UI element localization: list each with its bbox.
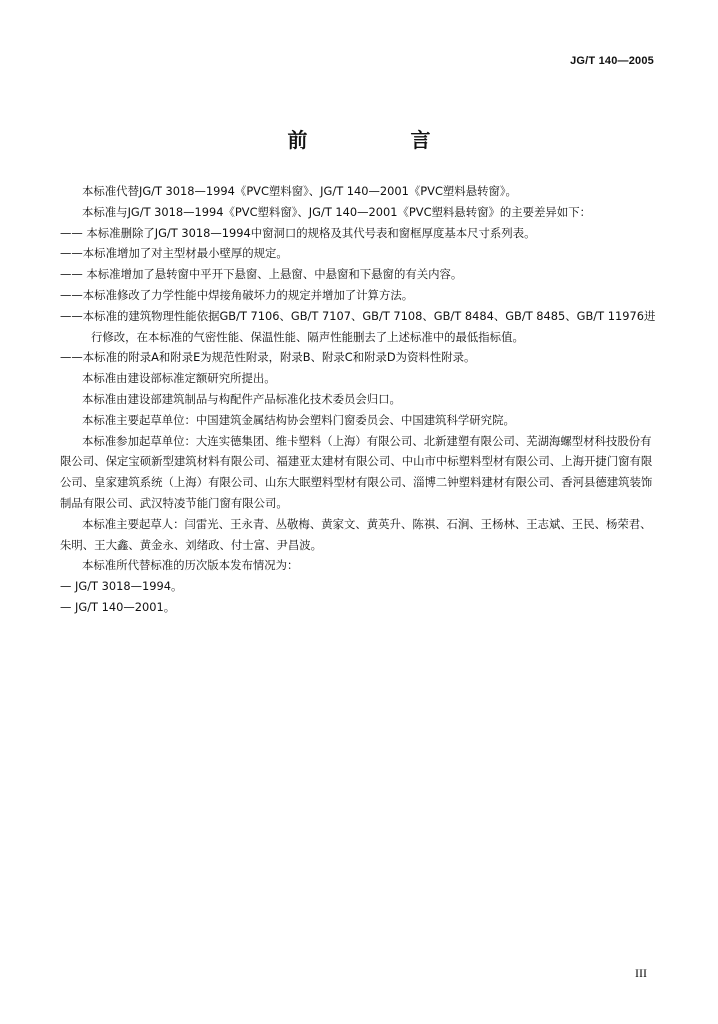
paragraph-proposed-by: 本标准由建设部标准定额研究所提出。: [82, 371, 276, 386]
page-title: 前 言: [287, 128, 479, 152]
paragraph-main-drafters: 本标准主要起草人：闫雷光、王永青、丛敬梅、黄家文、黄英升、陈祺、石涧、王杨林、王志斌、王民、杨荣君、朱明、王大鑫、黄金永、刘绪政、付士富、尹昌波。: [60, 516, 652, 552]
paragraph-replaces: 本标准代替JG/T 3018—1994《PVC塑料窗》、JG/T 140—2001《PVC塑料悬转窗》。: [82, 184, 517, 198]
list-item-appendices: ——本标准的附录A和附录E为规范性附录，附录B、附录C和附录D为资料性附录。: [60, 350, 476, 365]
list-item-history-2001: — JG/T 140—2001。: [60, 599, 176, 614]
list-item-weld-corner: ——本标准修改了力学性能中焊接角破坏力的规定并增加了计算方法。: [60, 287, 414, 302]
paragraph-main-drafting-units: 本标准主要起草单位：中国建筑金属结构协会塑料门窗委员会、中国建筑科学研究院。: [82, 412, 515, 427]
paragraph-managed-by: 本标准由建设部建筑制品与构配件产品标准化技术委员会归口。: [82, 391, 401, 406]
list-item-deleted-tables: —— 本标准删除了JG/T 3018—1994中窗洞口的规格及其代号表和窗框厚度基本尺寸系列表。: [60, 225, 536, 240]
list-item-history-1994: — JG/T 3018—1994。: [60, 579, 183, 594]
paragraph-participating-units: 本标准参加起草单位：大连实德集团、维卡塑料（上海）有限公司、北新建塑有限公司、芜湖海螺型材科技股份有限公司、保定宝硕新型建筑材料有限公司、福建亚太建材有限公司、中山市中标塑料型材有限公司、上海开捷门窗有限公司、皇家建筑系统（上海）有限公司、山东大眠塑料型材有限公司、淄博二钟塑料建材有限公司、香河县德建筑装饰制品有限公司、武汉特凌节能门窗有限公司。: [60, 433, 653, 510]
paragraph-history-intro: 本标准所代替标准的历次版本发布情况为：: [82, 558, 299, 573]
list-item-physical-performance: ——本标准的建筑物理性能依据GB/T 7106、GB/T 7107、GB/T 7108、GB/T 8484、GB/T 8485、GB/T 11976进行修改，在本标准的气密性能、保温性能、隔声性能删去了上述标准中的最低指标值。: [60, 308, 656, 344]
list-item-hopper-windows: —— 本标准增加了悬转窗中平开下悬窗、上悬窗、中悬窗和下悬窗的有关内容。: [60, 267, 463, 282]
paragraph-differences-intro: 本标准与JG/T 3018—1994《PVC塑料窗》、JG/T 140—2001《PVC塑料悬转窗》的主要差异如下：: [82, 204, 591, 219]
page-number: III: [635, 966, 647, 980]
document-code: JG/T 140—2005: [570, 55, 654, 67]
list-item-wall-thickness: ——本标准增加了对主型材最小壁厚的规定。: [60, 246, 288, 261]
document-body: [60, 181, 658, 618]
